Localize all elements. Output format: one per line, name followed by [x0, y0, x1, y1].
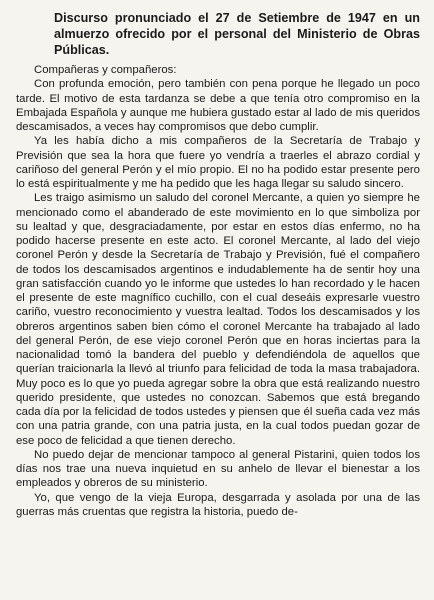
speech-body — [16, 63, 420, 519]
speech-heading: Discurso pronunciado el 27 de Setiembre de 1947 en un almuerzo ofrecido por el personal del Ministerio de Obras Públicas. — [54, 11, 420, 57]
speech-salutation: Compañeras y compañeros: — [34, 64, 177, 76]
speech-paragraph: Les traigo asimismo un saludo del coronel Mercante, a quien yo siempre he mencionado como el abanderado de este movimiento en lo que simboliza por su lealtad y que, desgraciadamente, por estar en estos días enfermo, no ha podido hacerse presente en este acto. El coronel Mercante, al lado del viejo coronel Perón y desde la Secretaría de Trabajo y Previsión, fué el compañero de todos los descamisados argentinos e indudablemente ha de sentir hoy una gran satisfacción cuando yo le informe que ustedes lo han recordado y le hacen el presente de este magnífico cuchillo, con el cual deseáis expresarle vuestro cariño, vuestro reconocimiento y vuestra lealtad. Todos los descamisados y los obreros argentinos saben bien cómo el coronel Mercante ha trabajado al lado del general Perón, de ese viejo coronel Perón que en horas inciertas para la nacionalidad tomó la bandera del pueblo y defendiéndola de aquellos que querían traicionarla la llevó al triunfo para felicidad de toda la masa trabajadora. Muy poco es lo que yo pueda agregar sobre la obra que está realizando nuestro querido presidente, que ustedes no conozcan. Sabemos que está bregando cada día por la felicidad de todos ustedes y piensen que él sueña cada vez más con una patria grande, con una patria justa, en la cual todos puedan gozar de ese poco de felicidad a que tienen derecho. — [16, 192, 420, 447]
speech-paragraph: No puedo dejar de mencionar tampoco al general Pistarini, quien todos los días nos trae una nueva inquietud en su anhelo de llevar el bienestar a los empleados y obreros de su ministerio. — [16, 448, 420, 490]
speech-paragraph: Con profunda emoción, pero también con pena porque he llegado un poco tarde. El motivo de esta tardanza se debe a que tenía otro compromiso en la Embajada Española y aunque me hubiera gustado estar al lado de mis queridos descamisados, a veces hay compromisos que debo cumplir. — [16, 78, 420, 133]
speech-paragraph: Ya les había dicho a mis compañeros de la Secretaría de Trabajo y Previsión que sea la hora que fuere yo vendría a traerles el abrazo cordial y cariñoso del general Perón y el mío propio. El no ha podido estar presente pero lo está espiritualmente y me ha pedido que les haga llegar su saludo sincero. — [16, 135, 420, 190]
speech-paragraph: Yo, que vengo de la vieja Europa, desgarrada y asolada por una de las guerras más cruentas que registra la historia, puedo de- — [16, 491, 420, 518]
